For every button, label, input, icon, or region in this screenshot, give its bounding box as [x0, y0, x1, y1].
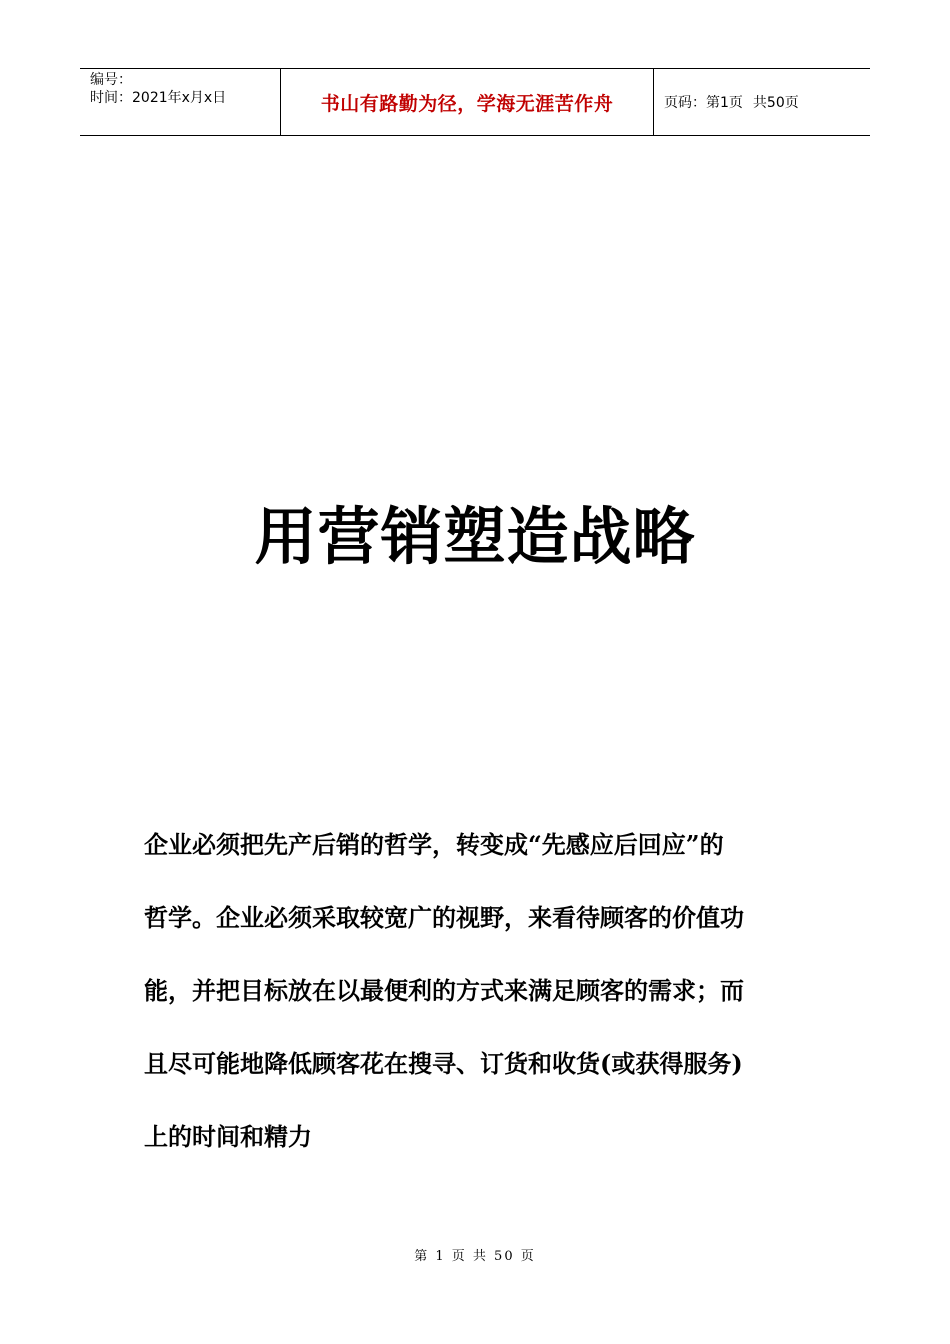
paragraph-line: 上的时间和精力 — [144, 1122, 312, 1151]
paragraph-line: 企业必须把先产后销的哲学，转变成“先感应后回应”的 — [144, 830, 724, 859]
header-page-number: 页码：第1页 — [664, 95, 743, 111]
header-page-info — [654, 69, 870, 135]
serial-number-label: 编号： — [90, 72, 132, 88]
page-footer: 第 1 页 共 50 页 — [414, 1249, 536, 1264]
header-meta-cell — [80, 69, 281, 135]
header-motto: 书山有路勤为径，学海无涯苦作舟 — [281, 69, 654, 135]
paragraph-line: 哲学。企业必须采取较宽广的视野，来看待顾客的价值功 — [144, 903, 744, 932]
paragraph-line: 能，并把目标放在以最便利的方式来满足顾客的需求；而 — [144, 976, 744, 1005]
document-header — [80, 68, 870, 136]
paragraph-line: 且尽可能地降低顾客花在搜寻、订货和收货(或获得服务) — [144, 1049, 743, 1078]
header-total-pages: 共50页 — [752, 95, 799, 111]
body-paragraph — [144, 808, 794, 1173]
document-title: 用营销塑造战略 — [254, 500, 696, 573]
date-label: 时间：2021年x月x日 — [90, 90, 227, 106]
